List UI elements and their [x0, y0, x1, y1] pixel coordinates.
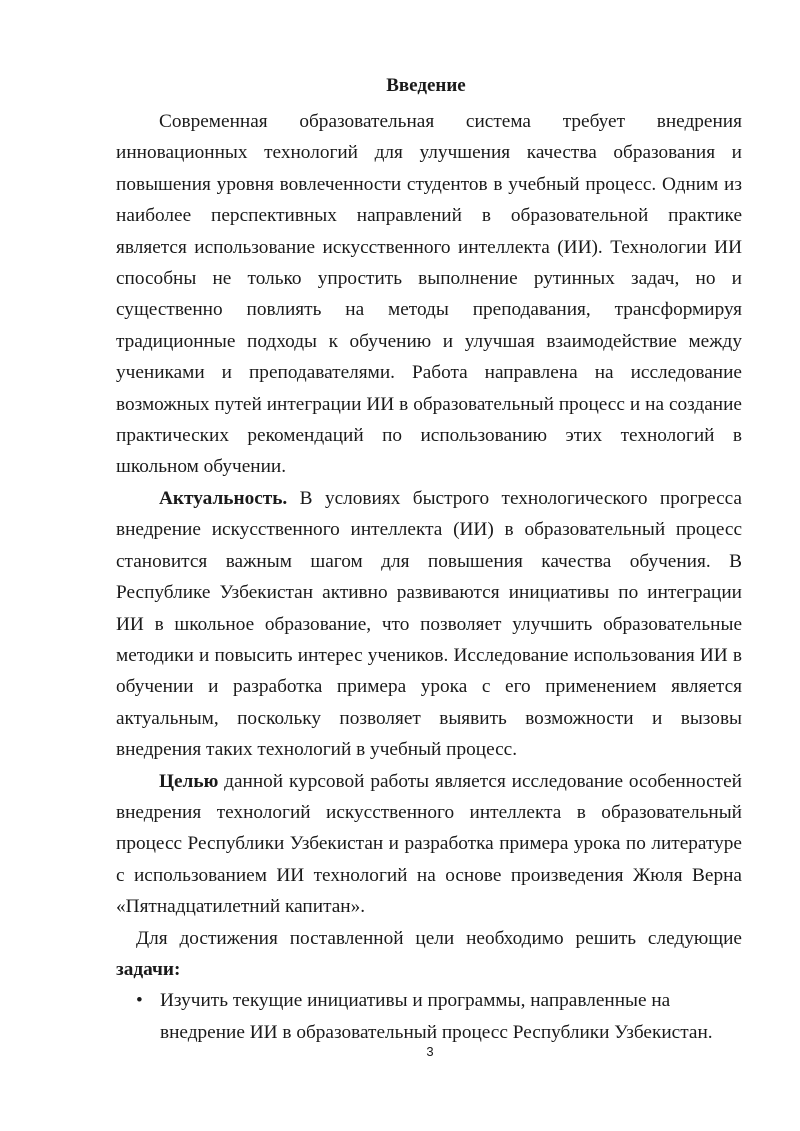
tasks-heading: задачи: [116, 958, 181, 980]
bullet-icon: • [136, 990, 143, 1012]
relevance-paragraph [116, 483, 742, 766]
task-item-text: Изучить текущие инициативы и программы, направленные на внедрение ИИ в образовательный процесс Республики Узбекистан. [160, 990, 713, 1043]
relevance-text: В условиях быстрого технологического прогресса внедрение искусственного интеллекта (ИИ) в образовательный процесс становится важным шагом для повышения качества обучения. В Республике Узбекистан активно развиваются инициативы по интеграции ИИ в школьное образование, что позволяет улучшить образовательные методики и повысить интерес учеников. Исследование использования ИИ в обучении и разработка примера урока с его применением является актуальным, поскольку позволяет выявить возможности и вызовы внедрения таких технологий в учебный процесс. [116, 487, 742, 761]
goal-heading: Целью [159, 770, 219, 792]
tasks-intro-text: Для достижения поставленной цели необходимо решить следующие [136, 927, 742, 949]
document-body [116, 106, 742, 1048]
tasks-intro-paragraph [116, 923, 742, 986]
page-number: 3 [426, 1044, 434, 1059]
intro-paragraph: Современная образовательная система требует внедрения инновационных технологий для улучшения качества образования и повышения уровня вовлеченности студентов в учебный процесс. Одним из наиболее перспективных направлений в образовательной практике является использование искусственного интеллекта (ИИ). Технологии ИИ способны не только упростить выполнение рутинных задач, но и существенно повлиять на методы преподавания, трансформируя традиционные подходы к обучению и улучшая взаимодействие между учениками и преподавателями. Работа направлена на исследование возможных путей интеграции ИИ в образовательный процесс и на создание практических рекомендаций по использованию этих технологий в школьном обучении. [116, 111, 742, 478]
task-list-item [116, 985, 742, 1048]
goal-paragraph [116, 766, 742, 923]
goal-text: данной курсовой работы является исследование особенностей внедрения технологий искусственного интеллекта в образовательный процесс Республики Узбекистан и разработка примера урока по литературе с использованием ИИ технологий на основе произведения Жюля Верна «Пятнадцатилетний капитан». [116, 770, 742, 918]
tasks-list [116, 985, 742, 1048]
relevance-heading: Актуальность. [159, 487, 288, 509]
section-heading: Введение [386, 75, 466, 96]
